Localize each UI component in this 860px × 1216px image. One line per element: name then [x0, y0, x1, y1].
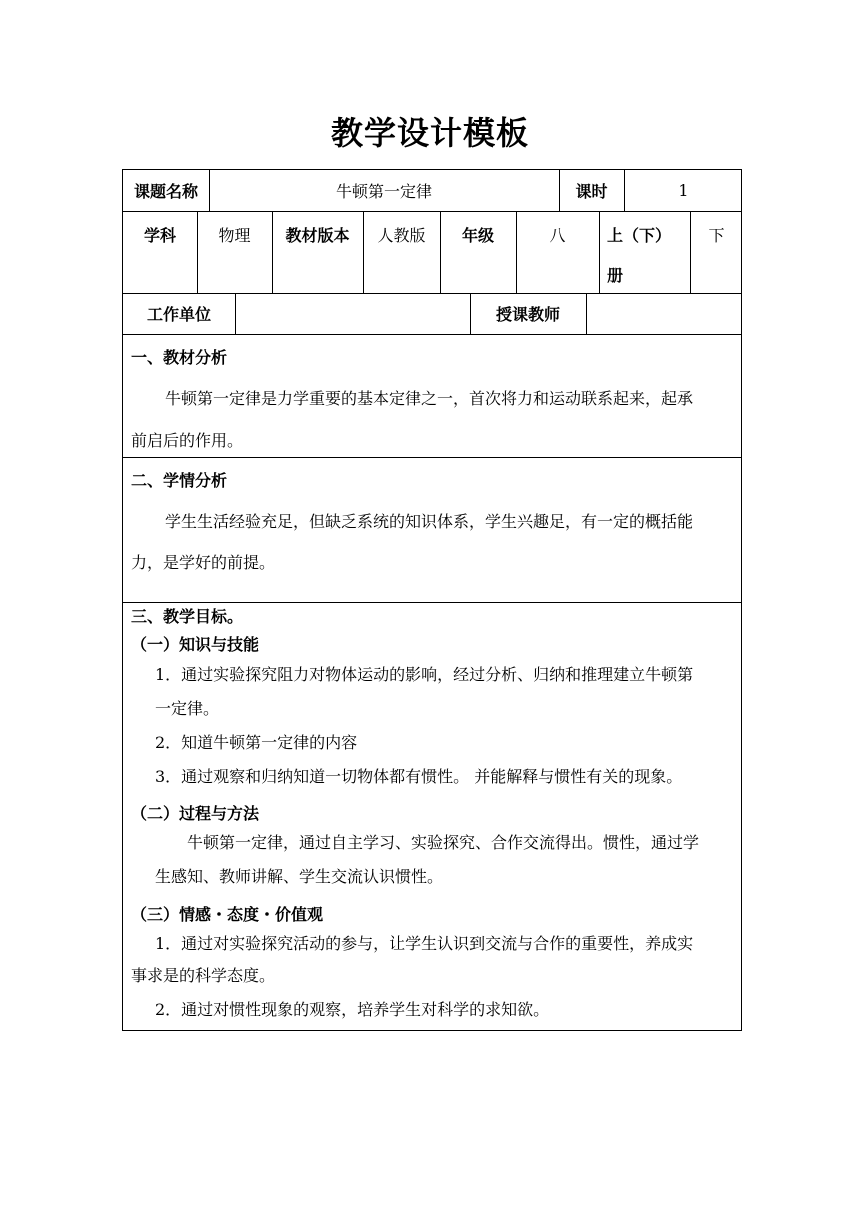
sub2-heading: （二）过程与方法 — [131, 804, 260, 823]
subject-label: 学科 — [143, 226, 176, 245]
section2-line1: 学生生活经验充足，但缺乏系统的知识体系，学生兴趣足，有一定的概括能 — [165, 512, 694, 531]
row-subject — [123, 211, 741, 293]
row-topic — [123, 170, 741, 211]
teacher-label: 授课教师 — [495, 305, 560, 324]
volume-value: 下 — [708, 226, 725, 245]
edition-label: 教材版本 — [285, 226, 350, 245]
section-teaching-objectives — [123, 602, 741, 1032]
section1-heading: 一、教材分析 — [131, 348, 228, 367]
lesson-plan-table — [122, 169, 742, 1031]
sub1-item1-line2: 一定律。 — [155, 699, 220, 718]
section1-line1: 牛顿第一定律是力学重要的基本定律之一，首次将力和运动联系起来，起承 — [165, 389, 694, 408]
sub2-line2: 生感知、教师讲解、学生交流认识惯性。 — [155, 867, 444, 886]
section2-heading: 二、学情分析 — [131, 471, 228, 490]
section2-line2: 力，是学好的前提。 — [131, 553, 276, 572]
sub3-item1-line2: 事求是的科学态度。 — [131, 966, 276, 985]
topic-value: 牛顿第一定律 — [335, 182, 432, 201]
section-student-analysis — [123, 457, 741, 602]
unit-label: 工作单位 — [146, 305, 211, 324]
period-label: 课时 — [575, 182, 608, 201]
sub1-item1-line1: 1．通过实验探究阻力对物体运动的影响，经过分析、归纳和推理建立牛顿第 — [155, 665, 694, 684]
sub3-item2: 2．通过对惯性现象的观察，培养学生对科学的求知欲。 — [155, 1000, 550, 1019]
section1-line2: 前启后的作用。 — [131, 431, 244, 450]
teacher-value — [586, 293, 743, 334]
volume-label-line1: 上（下） — [607, 226, 672, 245]
sub2-line1: 牛顿第一定律，通过自主学习、实验探究、合作交流得出。惯性，通过学 — [187, 833, 700, 852]
grade-value: 八 — [549, 226, 566, 245]
volume-label-line2: 册 — [607, 266, 624, 285]
document-title: 教学设计模板 — [330, 114, 529, 152]
sub3-item1-line1: 1．通过对实验探究活动的参与，让学生认识到交流与合作的重要性，养成实 — [155, 934, 694, 953]
volume-label — [599, 211, 690, 293]
sub1-item2: 2．知道牛顿第一定律的内容 — [155, 733, 358, 752]
section-textbook-analysis — [123, 334, 741, 457]
topic-label: 课题名称 — [133, 182, 198, 201]
subject-value: 物理 — [218, 226, 251, 245]
sub1-heading: （一）知识与技能 — [131, 635, 260, 654]
edition-value: 人教版 — [377, 226, 426, 245]
row-unit — [123, 293, 741, 334]
period-value: 1 — [678, 181, 689, 200]
sub1-item3: 3．通过观察和归纳知道一切物体都有惯性。 并能解释与惯性有关的现象。 — [155, 767, 683, 786]
sub3-heading: （三）情感・态度・价值观 — [131, 905, 324, 924]
unit-value — [235, 293, 470, 334]
grade-label: 年级 — [461, 226, 494, 245]
section3-heading: 三、教学目标。 — [131, 607, 244, 626]
